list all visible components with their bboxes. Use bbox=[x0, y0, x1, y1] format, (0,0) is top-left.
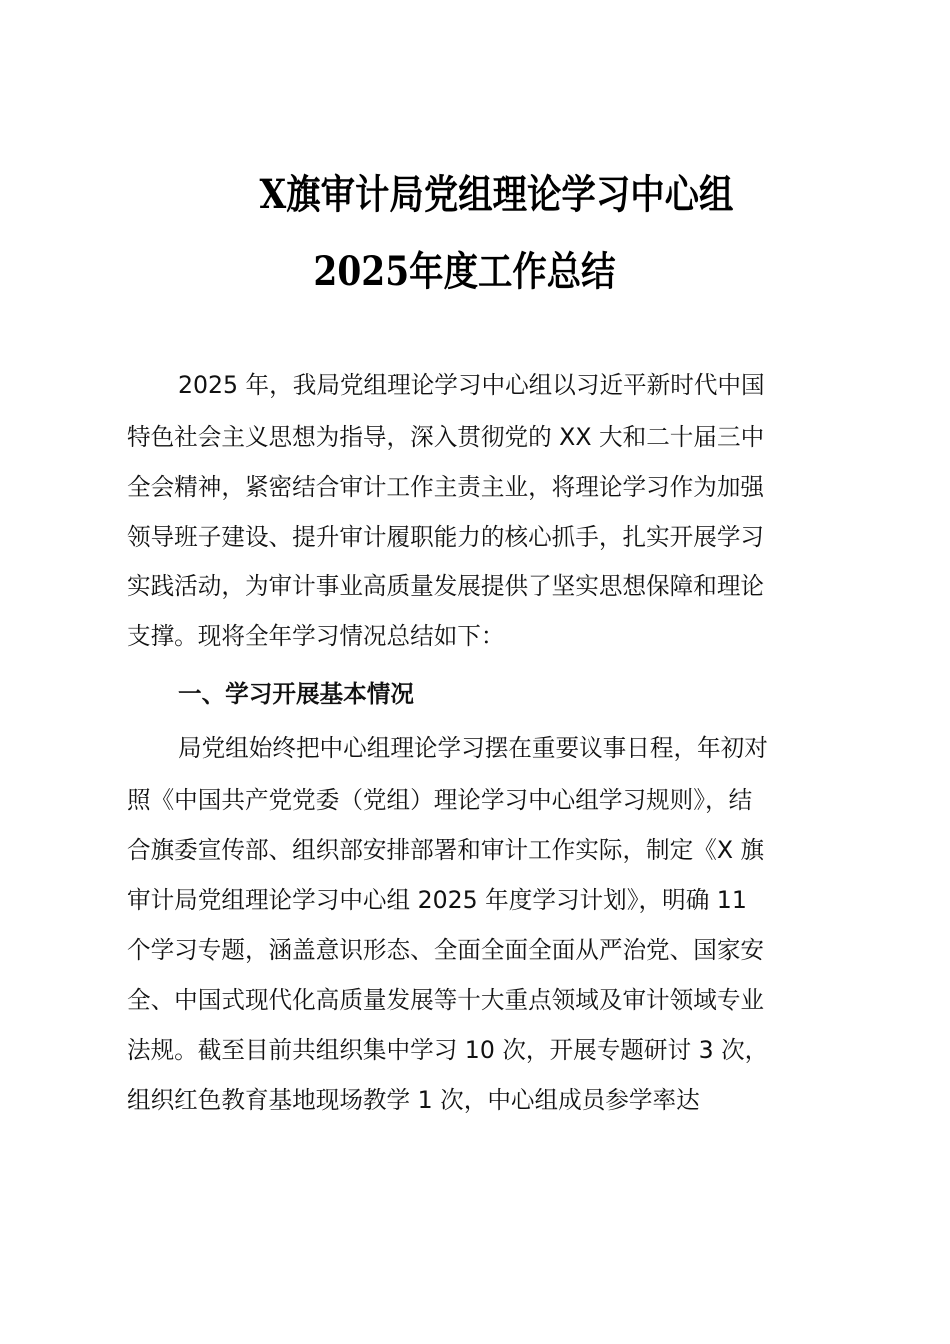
section-heading: 一、学习开展基本情况 bbox=[178, 680, 414, 708]
paragraph-line: 局党组始终把中心组理论学习摆在重要议事日程，年初对 bbox=[178, 734, 768, 762]
paragraph-line: 组织红色教育基地现场教学 1 次，中心组成员参学率达 bbox=[127, 1086, 700, 1114]
paragraph-line: 个学习专题，涵盖意识形态、全面全面全面从严治党、国家安 bbox=[127, 936, 765, 964]
paragraph-line: 全、中国式现代化高质量发展等十大重点领域及审计领域专业 bbox=[127, 986, 765, 1014]
document-title-line-1: X旗审计局党组理论学习中心组 bbox=[259, 171, 734, 218]
paragraph-line: 全会精神，紧密结合审计工作主责主业，将理论学习作为加强 bbox=[127, 473, 765, 501]
document-title-line-2: 2025年度工作总结 bbox=[313, 248, 616, 295]
paragraph-line: 特色社会主义思想为指导，深入贯彻党的 XX 大和二十届三中 bbox=[127, 423, 765, 451]
paragraph-line: 2025 年，我局党组理论学习中心组以习近平新时代中国 bbox=[178, 371, 765, 399]
paragraph-line: 照《中国共产党党委（党组）理论学习中心组学习规则》，结 bbox=[127, 786, 753, 814]
paragraph-line: 支撑。现将全年学习情况总结如下： bbox=[127, 622, 505, 650]
paragraph-line: 实践活动，为审计事业高质量发展提供了坚实思想保障和理论 bbox=[127, 572, 765, 600]
paragraph-line: 审计局党组理论学习中心组 2025 年度学习计划》，明确 11 bbox=[127, 886, 747, 914]
paragraph-line: 合旗委宣传部、组织部安排部署和审计工作实际，制定《X 旗 bbox=[127, 836, 765, 864]
paragraph-line: 领导班子建设、提升审计履职能力的核心抓手，扎实开展学习 bbox=[127, 523, 765, 551]
paragraph-line: 法规。截至目前共组织集中学习 10 次，开展专题研讨 3 次， bbox=[127, 1036, 769, 1064]
